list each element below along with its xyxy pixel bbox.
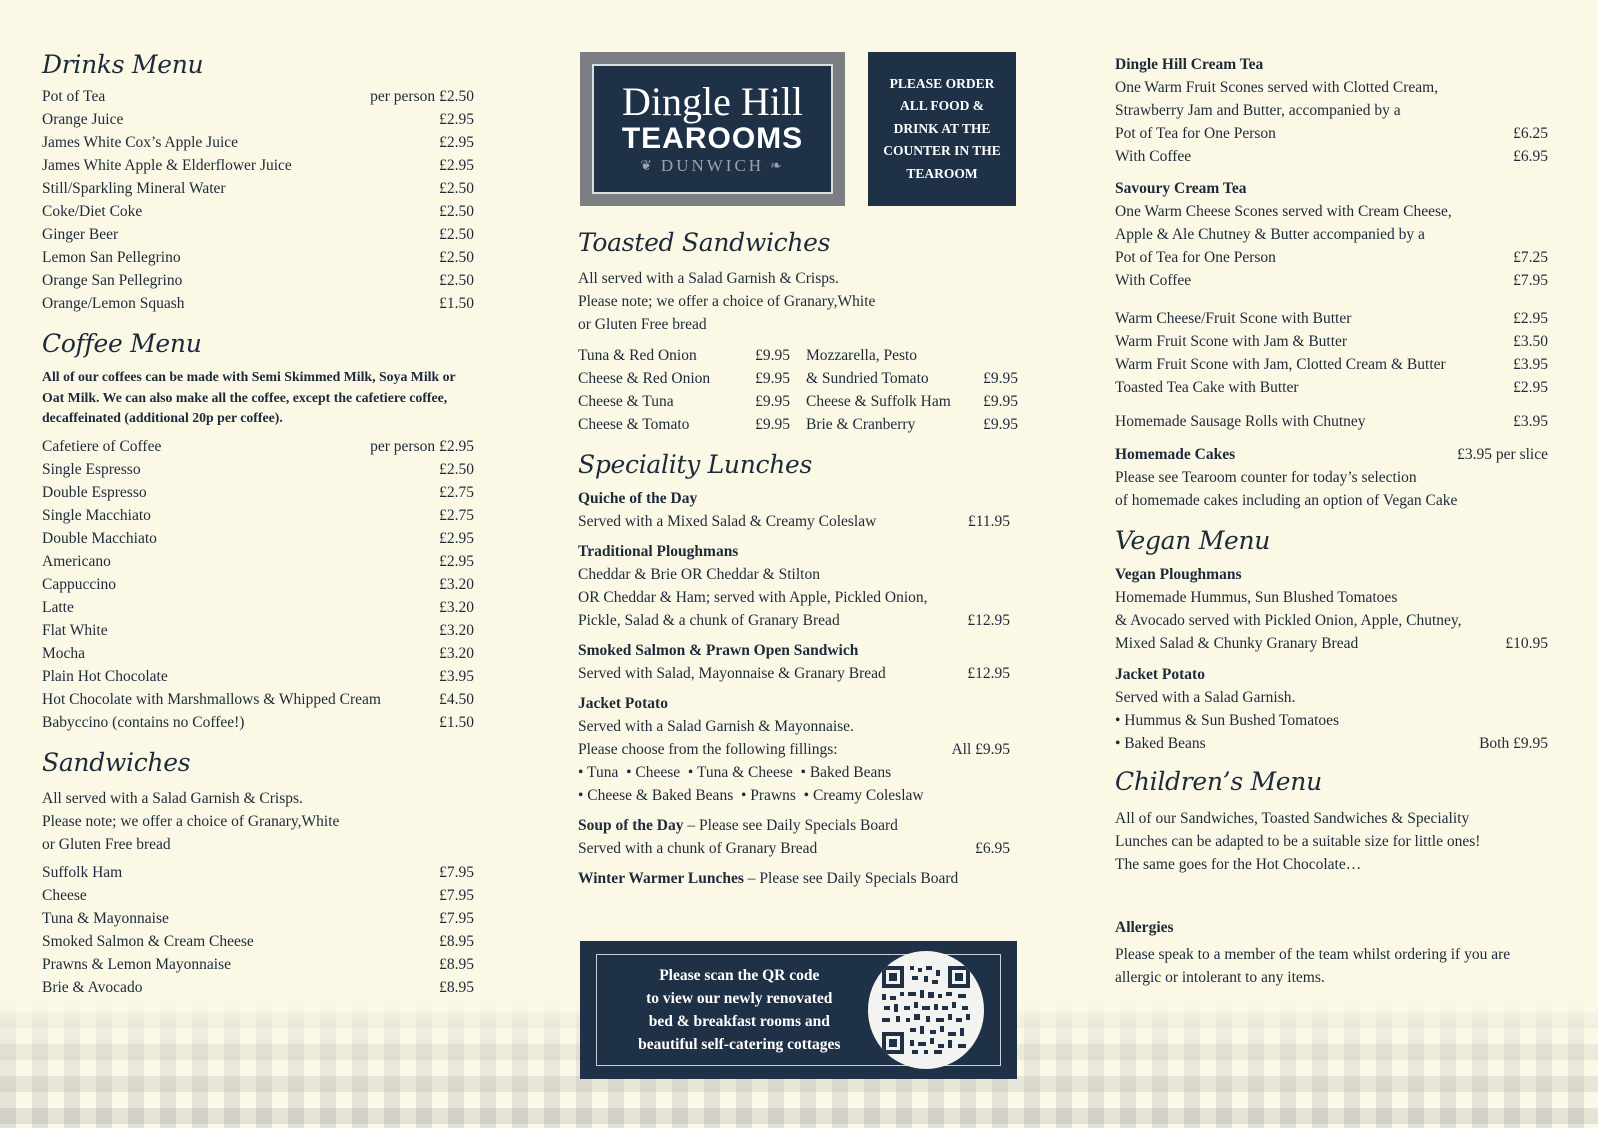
salmon-item xyxy=(578,639,1010,685)
qr-banner xyxy=(580,941,1017,1079)
sandwich-item-price: £8.95 xyxy=(439,978,474,996)
drink-item-price-group xyxy=(439,108,474,131)
drink-item-price-group xyxy=(439,292,474,315)
qr-code-graphic xyxy=(878,962,974,1058)
allergies-line: allergic or intolerant to any items. xyxy=(1115,969,1325,986)
coffee-list xyxy=(42,435,474,734)
coffee-item xyxy=(42,550,474,573)
drink-item-name: James White Cox’s Apple Juice xyxy=(42,134,239,151)
drink-item xyxy=(42,200,474,223)
drink-item xyxy=(42,85,474,108)
coffee-item-price: £3.20 xyxy=(439,621,474,639)
order-notice-line: DRINK AT THE xyxy=(893,120,991,136)
savoury-tea-pot-row xyxy=(1115,246,1548,269)
toasted-item-price-group xyxy=(983,413,1018,436)
toasted-item-name: Brie & Cranberry xyxy=(806,416,916,433)
logo-subtitle: TEAROOMS xyxy=(621,122,804,155)
drink-item-price-group xyxy=(439,223,474,246)
drink-item-price: £2.50 xyxy=(439,180,474,197)
toasted-item-name: Cheese & Suffolk Ham xyxy=(806,393,951,410)
qr-line: Please scan the QR code xyxy=(659,967,820,984)
sandwich-item-price-group xyxy=(439,884,474,907)
ploughmans-line: OR Cheddar & Ham; served with Apple, Pickled Onion, xyxy=(578,589,928,606)
sandwiches-list xyxy=(42,861,474,999)
toasted-item xyxy=(578,344,790,367)
coffee-item-name: Mocha xyxy=(42,644,86,662)
toasted-item-price-group xyxy=(755,344,790,367)
cream-tea-item xyxy=(1115,53,1548,168)
children-line: All of our Sandwiches, Toasted Sandwiches & Speciality xyxy=(1115,810,1470,827)
coffee-item-price-group xyxy=(439,527,474,550)
drinks-list xyxy=(42,85,474,315)
children-heading: Children’s Menu xyxy=(1115,767,1322,796)
sandwich-item xyxy=(42,884,474,907)
sandwich-item-price: £8.95 xyxy=(439,932,474,950)
coffee-item-name: Babyccino (contains no Coffee!) xyxy=(42,713,245,731)
toasted-item-price: £9.95 xyxy=(983,393,1018,410)
drink-item-price-group xyxy=(439,177,474,200)
toasted-item-price-group xyxy=(755,413,790,436)
cream-tea-pot-row xyxy=(1115,122,1548,145)
toasted-item-price-group xyxy=(755,367,790,390)
coffee-item-name: Plain Hot Chocolate xyxy=(42,667,168,685)
toasted-item xyxy=(806,390,1018,413)
drink-item-name: Lemon San Pellegrino xyxy=(42,249,181,266)
coffee-item-name: Americano xyxy=(42,552,111,570)
drink-item xyxy=(42,177,474,200)
cream-tea-pot-price: £6.25 xyxy=(1513,125,1548,142)
tearooms-logo xyxy=(580,52,845,206)
vegan-ploughmans-row xyxy=(1115,632,1548,655)
drink-item-price-group xyxy=(439,246,474,269)
qr-line: to view our newly renovated xyxy=(646,990,833,1007)
allergies-item xyxy=(1115,916,1548,989)
soup-item xyxy=(578,814,1010,860)
toasted-item-price: £9.95 xyxy=(755,416,790,433)
salmon-row xyxy=(578,662,1010,685)
scone-item-price: £3.50 xyxy=(1513,333,1548,350)
sandwich-item-price-group xyxy=(439,907,474,930)
toasted-right-list xyxy=(806,344,1018,436)
cakes-row xyxy=(1115,443,1548,466)
sandwich-item-price: £8.95 xyxy=(439,955,474,973)
toasted-item-price-group xyxy=(983,367,1018,390)
drink-item-price: £2.95 xyxy=(439,111,474,128)
coffee-item-price-group xyxy=(439,573,474,596)
savoury-tea-item xyxy=(1115,177,1548,292)
drink-item xyxy=(42,131,474,154)
drink-item-price-group xyxy=(439,154,474,177)
toasted-item xyxy=(578,390,790,413)
children-line: The same goes for the Hot Chocolate… xyxy=(1115,856,1362,873)
ploughmans-row xyxy=(578,609,1010,632)
cakes-item xyxy=(1115,443,1548,512)
sandwich-item-price: £7.95 xyxy=(439,909,474,927)
soup-price: £6.95 xyxy=(975,840,1010,857)
toasted-item-name: Mozzarella, Pesto xyxy=(806,347,918,364)
coffee-item xyxy=(42,665,474,688)
coffee-item-price-group xyxy=(439,642,474,665)
drink-item-price-group xyxy=(439,200,474,223)
coffee-item xyxy=(42,481,474,504)
toasted-item-price: £9.95 xyxy=(755,347,790,364)
savoury-tea-title: Savoury Cream Tea xyxy=(1115,180,1247,197)
toasted-item-name: & Sundried Tomato xyxy=(806,370,929,387)
sandwiches-intro-line: or Gluten Free bread xyxy=(42,835,171,853)
cream-tea-coffee: With Coffee xyxy=(1115,148,1192,165)
coffee-item-price: £4.50 xyxy=(439,690,474,708)
toasted-item xyxy=(578,413,790,436)
drink-item-name: Orange San Pellegrino xyxy=(42,272,183,289)
toasted-item-name: Cheese & Tomato xyxy=(578,416,690,433)
drink-item-price: £1.50 xyxy=(439,295,474,312)
coffee-item-price-group xyxy=(370,435,474,458)
toasted-item-price-group xyxy=(983,390,1018,413)
toasted-item-name: Cheese & Red Onion xyxy=(578,370,711,387)
sandwich-item xyxy=(42,861,474,884)
savoury-tea-coffee-row xyxy=(1115,269,1548,292)
coffee-item-price-group xyxy=(439,458,474,481)
qr-text xyxy=(611,964,868,1056)
toasted-grid xyxy=(578,344,1018,436)
scone-item-price: £2.95 xyxy=(1513,379,1548,396)
scone-item-name: Warm Fruit Scone with Jam, Clotted Cream & Butter xyxy=(1115,356,1446,373)
order-notice xyxy=(868,52,1016,206)
coffee-item-price-group xyxy=(439,504,474,527)
coffee-heading: Coffee Menu xyxy=(42,329,202,358)
jacket-row xyxy=(578,738,1010,761)
vegan-ploughmans-item xyxy=(1115,563,1548,655)
salmon-desc: Served with Salad, Mayonnaise & Granary Bread xyxy=(578,665,886,682)
drink-item-price-group xyxy=(439,131,474,154)
sausage-name: Homemade Sausage Rolls with Chutney xyxy=(1115,413,1366,430)
quiche-row xyxy=(578,510,1010,533)
coffee-item-price: £1.50 xyxy=(439,713,474,731)
cream-tea-title: Dingle Hill Cream Tea xyxy=(1115,56,1264,73)
sandwich-item-price-group xyxy=(439,861,474,884)
coffee-item-name: Flat White xyxy=(42,621,108,639)
order-notice-line: TEAROOM xyxy=(906,165,978,181)
toasted-item-name: Cheese & Tuna xyxy=(578,393,674,410)
ploughmans-line: Pickle, Salad & a chunk of Granary Bread xyxy=(578,612,840,629)
soup-header xyxy=(578,814,1010,837)
coffee-item-unit: per person xyxy=(370,437,436,455)
left-column xyxy=(42,0,474,999)
coffee-item xyxy=(42,619,474,642)
winter-title: Winter Warmer Lunches xyxy=(578,870,744,887)
sandwiches-heading: Sandwiches xyxy=(42,747,191,777)
savoury-tea-line: Apple & Ale Chutney & Butter accompanied by a xyxy=(1115,226,1425,243)
sandwich-item-price-group xyxy=(439,953,474,976)
toasted-item-price: £9.95 xyxy=(755,370,790,387)
coffee-item-name: Latte xyxy=(42,598,74,616)
cakes-title: Homemade Cakes xyxy=(1115,446,1236,463)
coffee-item-name: Single Espresso xyxy=(42,460,141,478)
toasted-item-price: £9.95 xyxy=(983,370,1018,387)
coffee-item xyxy=(42,573,474,596)
coffee-item xyxy=(42,596,474,619)
sandwich-item-price: £7.95 xyxy=(439,886,474,904)
coffee-item-name: Single Macchiato xyxy=(42,506,151,524)
coffee-item xyxy=(42,711,474,734)
coffee-item-name: Hot Chocolate with Marshmallows & Whipped Cream xyxy=(42,690,381,708)
drink-item-name: Coke/Diet Coke xyxy=(42,203,143,220)
allergies-line: Please speak to a member of the team whilst ordering if you are xyxy=(1115,946,1511,963)
ploughmans-item xyxy=(578,540,1010,632)
quiche-item xyxy=(578,487,1010,533)
coffee-item-price: £3.20 xyxy=(439,598,474,616)
coffee-item-price-group xyxy=(439,481,474,504)
salmon-title: Smoked Salmon & Prawn Open Sandwich xyxy=(578,642,859,659)
vegan-jacket-price: Both £9.95 xyxy=(1479,735,1548,752)
coffee-item xyxy=(42,688,474,711)
drink-item-unit: per person xyxy=(370,88,436,105)
vegan-ploughmans-line: Mixed Salad & Chunky Granary Bread xyxy=(1115,635,1359,652)
vegan-jacket-item xyxy=(1115,663,1548,755)
savoury-tea-pot-price: £7.25 xyxy=(1513,249,1548,266)
quiche-desc: Served with a Mixed Salad & Creamy Coleslaw xyxy=(578,513,877,530)
leaf-ornament-icon: ❧ xyxy=(770,158,785,174)
winter-item xyxy=(578,867,1018,890)
jacket-price: All £9.95 xyxy=(951,741,1010,758)
qr-code-icon[interactable] xyxy=(868,951,984,1069)
cream-tea-pot: Pot of Tea for One Person xyxy=(1115,125,1276,142)
toasted-left-list xyxy=(578,344,790,436)
soup-desc: Served with a chunk of Granary Bread xyxy=(578,840,818,857)
toasted-item-name: Tuna & Red Onion xyxy=(578,347,697,364)
drink-item xyxy=(42,246,474,269)
drink-item xyxy=(42,154,474,177)
jacket-line: Please choose from the following fillings: xyxy=(578,741,838,758)
savoury-tea-coffee-price: £7.95 xyxy=(1513,272,1548,289)
drink-item-price-group xyxy=(439,269,474,292)
middle-column xyxy=(578,228,1018,890)
drink-item-name: Orange Juice xyxy=(42,111,124,128)
coffee-item-name: Cafetiere of Coffee xyxy=(42,437,162,455)
order-notice-line: PLEASE ORDER xyxy=(889,75,995,91)
drinks-heading: Drinks Menu xyxy=(42,50,204,79)
scone-item-price-group xyxy=(1513,330,1548,353)
qr-banner-inner xyxy=(596,954,1001,1066)
vegan-jacket-title: Jacket Potato xyxy=(1115,666,1205,683)
coffee-item-price: £2.75 xyxy=(439,506,474,524)
sandwich-item xyxy=(42,930,474,953)
coffee-item-price: £2.95 xyxy=(439,437,474,455)
scone-item-price-group xyxy=(1513,307,1548,330)
sandwich-item-price-group xyxy=(439,930,474,953)
vegan-jacket-line: • Hummus & Sun Bushed Tomatoes xyxy=(1115,712,1340,729)
sandwiches-intro xyxy=(42,787,474,856)
right-column xyxy=(1115,0,1548,989)
sandwich-item-name: Cheese xyxy=(42,886,87,904)
logo-place-text: DUNWICH xyxy=(660,156,765,175)
ploughmans-price: £12.95 xyxy=(967,612,1010,629)
scone-item-price-group xyxy=(1513,353,1548,376)
sandwiches-intro-line: All served with a Salad Garnish & Crisps. xyxy=(42,789,303,807)
coffee-item-price: £2.75 xyxy=(439,483,474,501)
cakes-price: £3.95 per slice xyxy=(1457,446,1548,463)
coffee-item-name: Double Macchiato xyxy=(42,529,157,547)
savoury-tea-pot: Pot of Tea for One Person xyxy=(1115,249,1276,266)
logo-panel xyxy=(592,64,833,194)
coffee-item-price: £2.50 xyxy=(439,460,474,478)
jacket-fillings: • Cheese & Baked Beans • Prawns • Creamy Coleslaw xyxy=(578,787,924,804)
coffee-item-name: Double Espresso xyxy=(42,483,147,501)
drink-item-name: Pot of Tea xyxy=(42,88,106,105)
speciality-heading: Speciality Lunches xyxy=(578,450,813,479)
sandwich-item xyxy=(42,907,474,930)
vegan-ploughmans-title: Vegan Ploughmans xyxy=(1115,566,1242,583)
coffee-item-price: £3.95 xyxy=(439,667,474,685)
vegan-ploughmans-price: £10.95 xyxy=(1505,635,1548,652)
coffee-item-price: £3.20 xyxy=(439,644,474,662)
qr-line: beautiful self-catering cottages xyxy=(638,1036,841,1053)
cream-tea-coffee-price: £6.95 xyxy=(1513,148,1548,165)
qr-line: bed & breakfast rooms and xyxy=(648,1013,830,1030)
vegan-jacket-line: Served with a Salad Garnish. xyxy=(1115,689,1296,706)
drink-item-price: £2.50 xyxy=(439,226,474,243)
drink-item xyxy=(42,292,474,315)
toasted-item xyxy=(806,367,1018,390)
soup-row xyxy=(578,837,1010,860)
cream-tea-coffee-row xyxy=(1115,145,1548,168)
jacket-title: Jacket Potato xyxy=(578,695,668,712)
savoury-tea-coffee: With Coffee xyxy=(1115,272,1192,289)
ploughmans-title: Traditional Ploughmans xyxy=(578,543,739,560)
order-notice-line: COUNTER IN THE xyxy=(883,143,1001,159)
vegan-heading: Vegan Menu xyxy=(1115,526,1271,555)
toasted-item-price: £9.95 xyxy=(755,393,790,410)
toasted-item xyxy=(806,413,1018,436)
savoury-tea-line: One Warm Cheese Scones served with Cream Cheese, xyxy=(1115,203,1452,220)
coffee-item-price-group xyxy=(439,619,474,642)
logo-title: Dingle Hill xyxy=(621,79,804,124)
soup-note: – Please see Daily Specials Board xyxy=(683,817,898,834)
leaf-ornament-icon: ❦ xyxy=(640,158,655,174)
sandwich-item-name: Prawns & Lemon Mayonnaise xyxy=(42,955,231,973)
order-notice-line: ALL FOOD & xyxy=(899,98,984,114)
jacket-item xyxy=(578,692,1010,807)
sandwich-item xyxy=(42,953,474,976)
drink-item-name: James White Apple & Elderflower Juice xyxy=(42,157,292,174)
drink-item xyxy=(42,223,474,246)
coffee-item-price: £3.20 xyxy=(439,575,474,593)
toasted-intro-line: All served with a Salad Garnish & Crisps. xyxy=(578,270,839,287)
scone-item xyxy=(1115,330,1548,353)
scone-item-price-group xyxy=(1513,376,1548,399)
coffee-item-price-group xyxy=(439,665,474,688)
drink-item-name: Orange/Lemon Squash xyxy=(42,295,185,312)
drink-item-price-group xyxy=(370,85,474,108)
drink-item xyxy=(42,108,474,131)
drink-item-name: Ginger Beer xyxy=(42,226,119,243)
drink-item-price: £2.50 xyxy=(439,272,474,289)
cakes-line: of homemade cakes including an option of Vegan Cake xyxy=(1115,492,1458,509)
scone-item-name: Toasted Tea Cake with Butter xyxy=(1115,379,1299,396)
winter-note: – Please see Daily Specials Board xyxy=(743,870,959,887)
toasted-item-price: £9.95 xyxy=(983,416,1018,433)
coffee-item-price-group xyxy=(439,596,474,619)
sandwich-item-name: Suffolk Ham xyxy=(42,863,123,881)
coffee-item-price-group xyxy=(439,688,474,711)
sandwich-item-price: £7.95 xyxy=(439,863,474,881)
coffee-item-price: £2.95 xyxy=(439,552,474,570)
scone-item-name: Warm Fruit Scone with Jam & Butter xyxy=(1115,333,1348,350)
vegan-jacket-line: • Baked Beans xyxy=(1115,735,1206,752)
sausage-price: £3.95 xyxy=(1513,413,1548,430)
coffee-item xyxy=(42,458,474,481)
sandwich-item-name: Brie & Avocado xyxy=(42,978,143,996)
logo-place xyxy=(640,156,785,176)
toasted-heading: Toasted Sandwiches xyxy=(578,228,831,257)
scone-item-name: Warm Cheese/Fruit Scone with Butter xyxy=(1115,310,1352,327)
coffee-note: All of our coffees can be made with Semi Skimmed Milk, Soya Milk or Oat Milk. We can also make all the coffee, except the cafetiere coffee, decaffeinated (additional 20p per coffee). xyxy=(42,369,456,425)
scone-item-price: £2.95 xyxy=(1513,310,1548,327)
scones-list xyxy=(1115,307,1548,399)
coffee-item xyxy=(42,435,474,458)
drink-item-price: £2.50 xyxy=(439,88,474,105)
children-line: Lunches can be adapted to be a suitable size for little ones! xyxy=(1115,833,1481,850)
sandwiches-intro-line: Please note; we offer a choice of Granary,White xyxy=(42,812,340,830)
sandwich-item xyxy=(42,976,474,999)
salmon-price: £12.95 xyxy=(967,665,1010,682)
drink-item xyxy=(42,269,474,292)
toasted-intro-line: Please note; we offer a choice of Granary,White xyxy=(578,293,876,310)
drink-item-price: £2.95 xyxy=(439,134,474,151)
scone-item xyxy=(1115,353,1548,376)
drink-item-name: Still/Sparkling Mineral Water xyxy=(42,180,226,197)
coffee-item xyxy=(42,504,474,527)
scone-item-price: £3.95 xyxy=(1513,356,1548,373)
toasted-item-price-group xyxy=(755,390,790,413)
sandwich-item-name: Smoked Salmon & Cream Cheese xyxy=(42,932,254,950)
toasted-item xyxy=(806,344,1018,367)
quiche-title: Quiche of the Day xyxy=(578,490,698,507)
coffee-item xyxy=(42,527,474,550)
vegan-ploughmans-line: Homemade Hummus, Sun Blushed Tomatoes xyxy=(1115,589,1398,606)
toasted-item xyxy=(578,367,790,390)
drink-item-price: £2.50 xyxy=(439,249,474,266)
cream-tea-line: One Warm Fruit Scones served with Clotted Cream, xyxy=(1115,79,1439,96)
ploughmans-line: Cheddar & Brie OR Cheddar & Stilton xyxy=(578,566,820,583)
jacket-fillings: • Tuna • Cheese • Tuna & Cheese • Baked Beans xyxy=(578,764,892,781)
jacket-line: Served with a Salad Garnish & Mayonnaise. xyxy=(578,718,854,735)
toasted-intro xyxy=(578,267,1018,336)
sandwich-item-price-group xyxy=(439,976,474,999)
sausage-row xyxy=(1115,410,1548,433)
sandwich-item-name: Tuna & Mayonnaise xyxy=(42,909,169,927)
quiche-price: £11.95 xyxy=(967,513,1010,530)
coffee-item xyxy=(42,642,474,665)
toasted-intro-line: or Gluten Free bread xyxy=(578,316,707,333)
drink-item-price: £2.50 xyxy=(439,203,474,220)
vegan-ploughmans-line: & Avocado served with Pickled Onion, Apple, Chutney, xyxy=(1115,612,1462,629)
scone-item xyxy=(1115,307,1548,330)
cakes-line: Please see Tearoom counter for today’s selection xyxy=(1115,469,1417,486)
drink-item-price: £2.95 xyxy=(439,157,474,174)
coffee-item-price: £2.95 xyxy=(439,529,474,547)
coffee-item-price-group xyxy=(439,711,474,734)
coffee-item-name: Cappuccino xyxy=(42,575,117,593)
coffee-item-price-group xyxy=(439,550,474,573)
cream-tea-line: Strawberry Jam and Butter, accompanied by a xyxy=(1115,102,1401,119)
scone-item xyxy=(1115,376,1548,399)
children-text xyxy=(1115,807,1548,876)
allergies-title: Allergies xyxy=(1115,919,1174,936)
soup-title: Soup of the Day xyxy=(578,817,684,834)
vegan-jacket-row xyxy=(1115,732,1548,755)
